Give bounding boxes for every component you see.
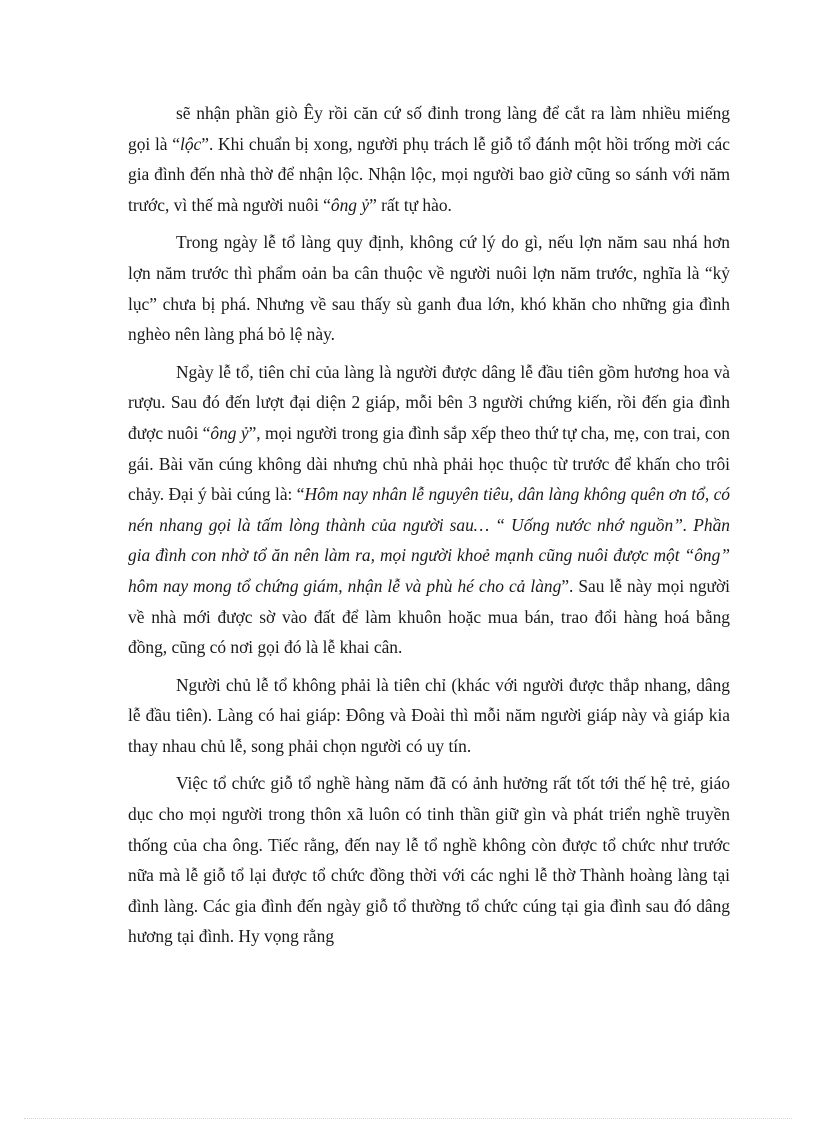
body-paragraph [128, 98, 730, 220]
italic-text-segment: Hôm nay nhân lễ nguyên tiêu, dân làng không quên ơn tổ, có nén nhang gọi là tấm lòng thành của người sau… “ Uống nước nhớ nguồn”. Phần gia đình con nhờ tổ ăn nên làm ra, mọi người khoẻ mạnh cũng nuôi được một “ông” hôm nay mong tổ chứng giám, nhận lễ và phù hé cho cả làng [128, 484, 730, 596]
text-segment: Ngày lễ tổ, tiên chỉ của làng là người được dâng lễ đầu tiên gồm hương hoa và rượu. Sau đó đến lượt đại diện 2 giáp, mỗi bên 3 người chứng kiến, rồi đến gia đình được nuôi “ [128, 361, 730, 443]
text-segment: ”, mọi người trong gia đình sắp xếp theo thứ tự cha, mẹ, con trai, con gái. Bài văn cúng không dài nhưng chủ nhà phải học thuộc từ trước để khấn cho trôi chảy. Đại ý bài cúng là: “ [128, 422, 731, 505]
body-paragraph [128, 768, 730, 952]
text-segment: Trong ngày lễ tổ làng quy định, không cứ lý do gì, nếu lợn năm sau nhá hơn lợn năm trước thì phẩm oản ba cân thuộc về người nuôi lợn năm trước, nghĩa là “kỷ lục” chưa bị phá. Nhưng về sau thấy sù ganh đua lớn, khó khăn cho những gia đình nghèo nên làng phá bỏ lệ này. [128, 232, 730, 345]
italic-text-segment: ông ỷ [330, 194, 370, 215]
italic-text-segment: lộc [179, 133, 202, 154]
body-paragraph [128, 357, 730, 663]
body-text [128, 98, 730, 959]
text-segment: ”. Sau lễ này mọi người về nhà mới được sờ vào đất để làm khuôn hoặc mua bán, trao đổi hàng hoá bằng đồng, cũng có nơi gọi đó là lễ khai cân. [128, 575, 731, 658]
text-segment: Người chủ lễ tổ không phải là tiên chỉ (khác với người được thắp nhang, dâng lễ đầu tiên). Làng có hai giáp: Đông và Đoài thì mỗi năm người giáp này và giáp kia thay nhau chủ lễ, song phải chọn người có uy tín. [128, 674, 730, 756]
text-segment: ” rất tự hào. [369, 194, 452, 215]
text-segment: Việc tổ chức giỗ tổ nghề hàng năm đã có ảnh hưởng rất tốt tới thế hệ trẻ, giáo dục cho mọi người trong thôn xã luôn có tinh thần giữ gìn và phát triển nghề truyền thống của cha ông. Tiếc rằng, đến nay lễ tổ nghề không còn được tổ chức như trước nữa mà lễ giỗ tổ lại được tổ chức đồng thời với các nghi lễ thờ Thành hoàng làng tại đình làng. Các gia đình đến ngày giỗ tổ thường tổ chức cúng tại gia đình sau đó dâng hương tại đình. Hy vọng rằng [128, 773, 730, 947]
page-bottom-divider [24, 1118, 792, 1119]
text-segment: ”. Khi chuẩn bị xong, người phụ trách lễ giỗ tổ đánh một hồi trống mời các gia đình đến nhà thờ để nhận lộc. Nhận lộc, mọi người bao giờ cũng so sánh với năm trước, vì thế mà người nuôi “ [128, 133, 730, 215]
italic-text-segment: ông ỷ [210, 422, 249, 443]
body-paragraph [128, 227, 730, 349]
body-paragraph [128, 670, 730, 762]
text-segment: sẽ nhận phần giò Êy rồi căn cứ số đinh trong làng để cắt ra làm nhiều miếng gọi là “ [128, 103, 730, 154]
